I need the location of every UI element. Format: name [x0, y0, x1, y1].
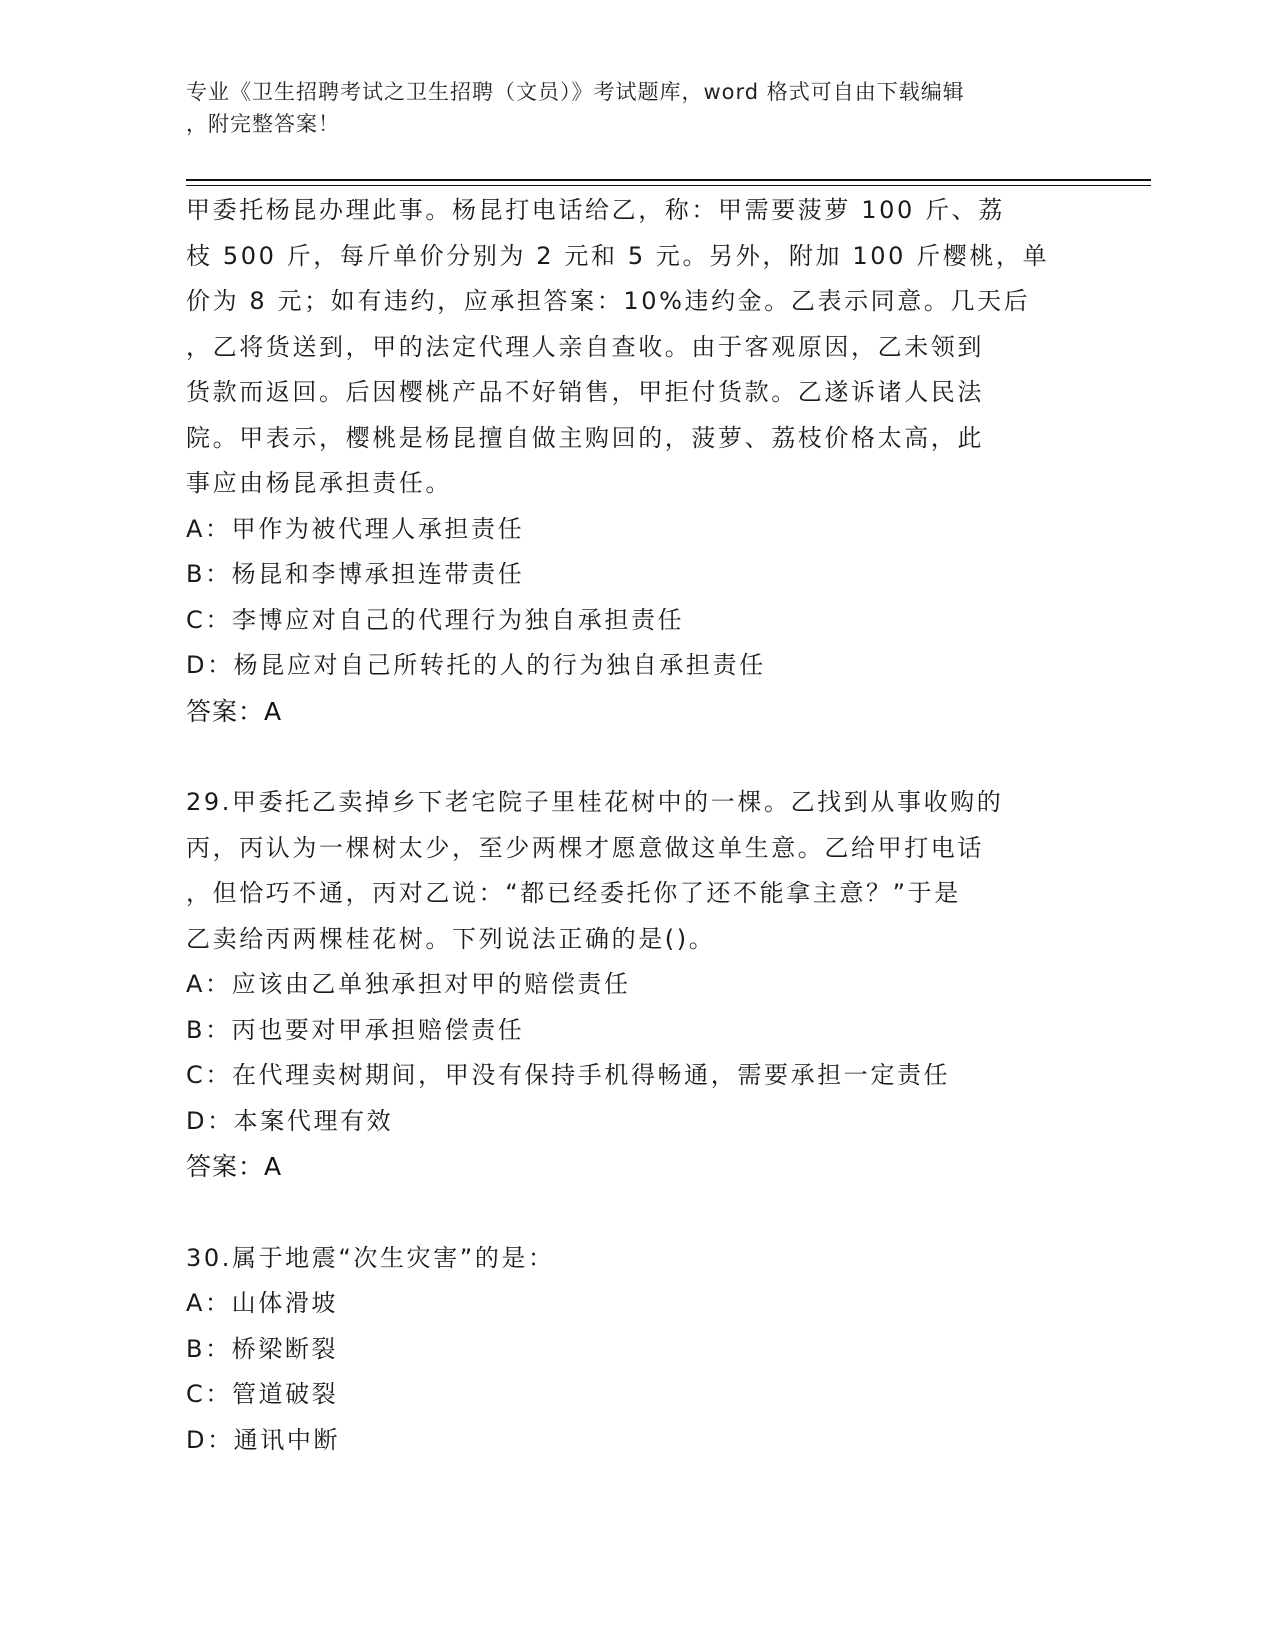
question-text-line: 29.甲委托乙卖掉乡下老宅院子里桂花树中的一棵。乙找到从事收购的 [186, 788, 1004, 816]
header-rule-thin [186, 185, 1151, 186]
option-d: D：通讯中断 [186, 1425, 341, 1454]
question-text-line: 甲委托杨昆办理此事。杨昆打电话给乙，称：甲需要菠萝 100 斤、荔 [186, 196, 1005, 224]
question-text-line: 院。甲表示，樱桃是杨昆擅自做主购回的，菠萝、荔枝价格太高，此 [186, 423, 984, 452]
document-header [186, 76, 1066, 140]
header-line-2: ，附完整答案！ [186, 112, 340, 136]
question-text-line: 价为 8 元；如有违约，应承担答案：10%违约金。乙表示同意。几天后 [186, 287, 1031, 315]
question-28 [186, 188, 1066, 734]
question-text-line: ，乙将货送到，甲的法定代理人亲自查收。由于客观原因，乙未领到 [186, 332, 984, 361]
header-line-1: 专业《卫生招聘考试之卫生招聘（文员）》考试题库，word 格式可自由下载编辑 [186, 80, 965, 104]
header-rule-thick [186, 179, 1151, 181]
question-text-line: 丙，丙认为一棵树太少，至少两棵才愿意做这单生意。乙给甲打电话 [186, 833, 984, 862]
question-text-line: 货款而返回。后因樱桃产品不好销售，甲拒付货款。乙遂诉诸人民法 [186, 378, 984, 406]
question-text-line: 事应由杨昆承担责任。 [186, 469, 452, 497]
question-text-line: 30.属于地震“次生灾害”的是： [186, 1243, 555, 1272]
answer-line: 答案：A [186, 1152, 283, 1181]
option-b: B：丙也要对甲承担赔偿责任 [186, 1015, 525, 1044]
question-text-line: ，但恰巧不通，丙对乙说：“都已经委托你了还不能拿主意？”于是 [186, 879, 961, 907]
question-text-line: 乙卖给丙两棵桂花树。下列说法正确的是()。 [186, 924, 716, 953]
question-30 [186, 1236, 1066, 1464]
option-a: A：甲作为被代理人承担责任 [186, 514, 525, 543]
option-c: C：管道破裂 [186, 1380, 339, 1408]
document-body [186, 188, 1066, 1463]
option-d: D：杨昆应对自己所转托的人的行为独自承担责任 [186, 651, 766, 679]
question-29 [186, 780, 1066, 1190]
option-b: B：桥梁断裂 [186, 1334, 339, 1363]
option-d: D：本案代理有效 [186, 1106, 394, 1135]
option-c: C：在代理卖树期间，甲没有保持手机得畅通，需要承担一定责任 [186, 1061, 951, 1089]
answer-line: 答案：A [186, 696, 283, 726]
option-c: C：李博应对自己的代理行为独自承担责任 [186, 605, 685, 634]
option-a: A：山体滑坡 [186, 1289, 339, 1317]
option-a: A：应该由乙单独承担对甲的赔偿责任 [186, 970, 631, 998]
question-text-line: 枝 500 斤，每斤单价分别为 2 元和 5 元。另外，附加 100 斤樱桃，单 [186, 241, 1050, 270]
option-b: B：杨昆和李博承担连带责任 [186, 560, 525, 588]
